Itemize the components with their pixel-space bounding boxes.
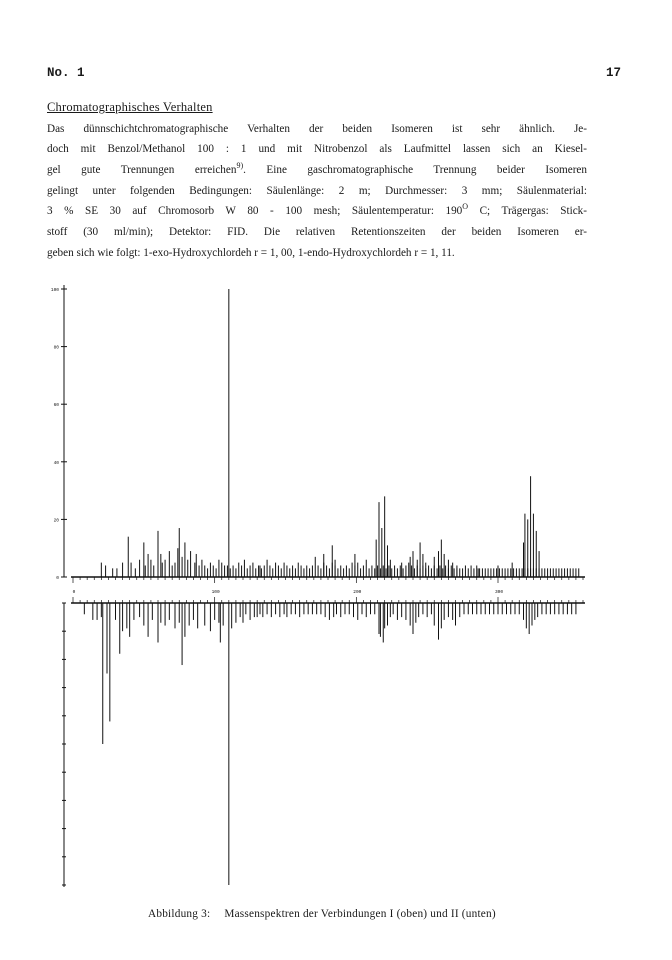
paragraph-line: Das dünnschichtchromatographische Verhalten der beiden Isomeren ist sehr ähnlich. Je- (47, 123, 587, 135)
x-tick-label: 200 (353, 590, 362, 595)
top-y-tick-label: 60 (53, 403, 59, 409)
top-y-tick-label: 0 (56, 576, 59, 581)
x-tick-label: 0 (72, 590, 76, 595)
top-y-tick-label: 20 (53, 518, 59, 524)
top-y-tick-label: 80 (53, 345, 59, 351)
paragraph-text: C; Trägergas: Stick- (468, 205, 588, 218)
top-y-tick-label: 40 (53, 460, 59, 466)
figure-caption (148, 908, 496, 920)
top-y-tick-label: 100 (50, 288, 59, 293)
x-tick-label: 300 (494, 590, 504, 595)
paragraph-line: stoff (30 ml/min); Detektor: FID. Die relativen Retentionszeiten der beiden Isomeren er- (47, 226, 587, 239)
reference-superscript: 9) (236, 160, 244, 170)
figure-caption-text: Massenspektren der Verbindungen I (oben) und II (unten) (224, 908, 496, 920)
header-section-label: No. 1 (47, 66, 85, 80)
paragraph-line: doch mit Benzol/Methanol 100 : 1 und mit Nitrobenzol als Laufmittel lassen sich an Kiesel- (47, 143, 587, 156)
page-number: 17 (606, 66, 622, 80)
x-tick-label: 100 (211, 590, 220, 595)
paragraph-line: geben sich wie folgt: 1-exo-Hydroxychlordeh r = 1, 00, 1-endo-Hydroxychlordeh r = 1, 11. (47, 246, 455, 259)
paragraph-text: gel gute Trennungen erreichen (47, 163, 237, 176)
paragraph-line: gelingt unter folgenden Bedingungen: Säulenlänge: 2 m; Durchmesser: 3 mm; Säulenmaterial: (47, 184, 587, 197)
section-title: Chromatographisches Verhalten (47, 100, 213, 114)
degree-superscript: O (462, 202, 469, 212)
paragraph-text: 3 % SE 30 auf Chromosorb W 80 - 100 mesh; Säulentemperatur: 190 (47, 205, 463, 218)
paragraph-text: . Eine gaschromatographische Trennung beider Isomeren (243, 163, 587, 176)
figure-caption-label: Abbildung 3: (148, 908, 211, 920)
